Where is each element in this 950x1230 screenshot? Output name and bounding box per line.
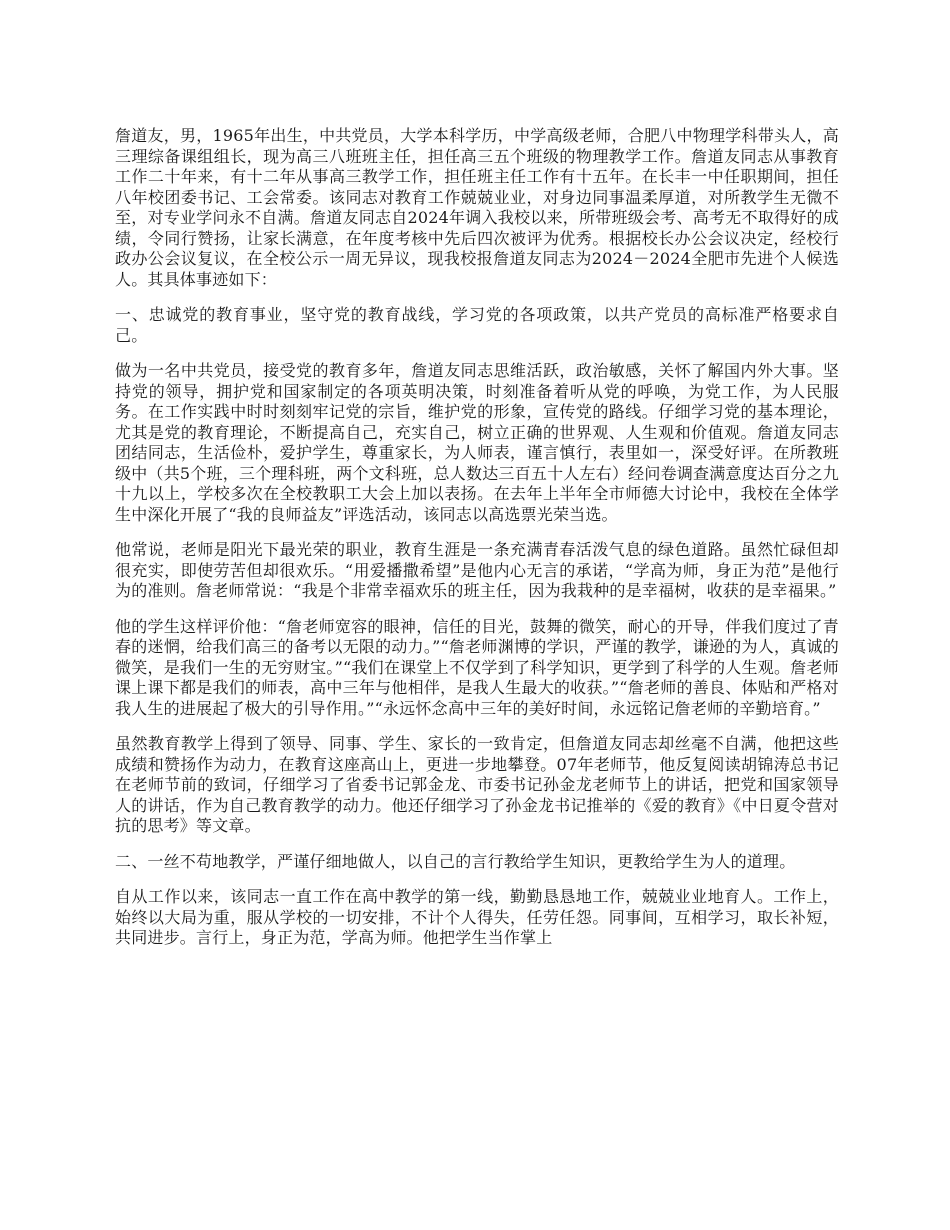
paragraph-student-comments: 他的学生这样评价他：“詹老师宽容的眼神，信任的目光，鼓舞的微笑，耐心的开导，伴我们度过了青春的迷惘，给我们高三的备考以无限的动力。”“詹老师渊博的学识，严谨的教学，谦逊的为人，真诚的微笑，是我们一生的无穷财宝。”“我们在课堂上不仅学到了科学知识，更学到了科学的人生观。詹老师课上课下都是我们的师表，高中三年与他相伴，是我人生最大的收获。”“詹老师的善良、体贴和严格对我人生的进展起了极大的引导作用。”“永远怀念高中三年的美好时间，永远铭记詹老师的辛勤培育。” bbox=[115, 616, 839, 718]
paragraph-intro: 詹道友，男，1965年出生，中共党员，大学本科学历，中学高级老师，合肥八中物理学科带头人，高三理综备课组组长，现为高三八班班主任，担任高三五个班级的物理教学工作。詹道友同志从事教育工作二十年来，有十二年从事高三教学工作，担任班主任工作有十五年。在长丰一中任职期间，担任八年校团委书记、工会常委。该同志对教育工作兢兢业业，对身边同事温柔厚道，对所教学生无微不至，对专业学问永不自满。詹道友同志自2024年调入我校以来，所带班级会考、高考无不取得好的成绩，令同行赞扬，让家长满意，在年度考核中先后四次被评为优秀。根据校长办公会议决定，经校行政办公会议复议，在全校公示一周无异议，现我校报詹道友同志为2024－2024全肥市先进个人候选人。其具体事迹如下： bbox=[115, 126, 839, 289]
paragraph-continued-study: 虽然教育教学上得到了领导、同事、学生、家长的一致肯定，但詹道友同志却丝毫不自满，他把这些成绩和赞扬作为动力，在教育这座高山上，更进一步地攀登。07年老师节，他反复阅读胡锦涛总书记在老师节前的致词，仔细学习了省委书记郭金龙、市委书记孙金龙老师节上的讲话，把党和国家领导人的讲话，作为自己教育教学的动力。他还仔细学习了孙金龙书记推举的《爱的教育》《中日夏令营对抗的思考》等文章。 bbox=[115, 734, 839, 835]
section-heading-1: 一、忠诚党的教育事业，坚守党的教育战线，学习党的各项政策，以共产党员的高标准严格要求自己。 bbox=[115, 305, 839, 345]
section-heading-2: 二、一丝不苟地教学，严谨仔细地做人，以自己的言行教给学生知识，更教给学生为人的道理。 bbox=[115, 851, 796, 871]
paragraph-teaching-work: 自从工作以来，该同志一直工作在高中教学的第一线，勤勤恳恳地工作，兢兢业业地育人。工作上，始终以大局为重，服从学校的一切安排，不计个人得失，任劳任怨。同事间，互相学习，取长补短，共同进步。言行上，身正为范，学高为师。他把学生当作掌上 bbox=[115, 887, 839, 947]
paragraph-party-member: 做为一名中共党员，接受党的教育多年，詹道友同志思维活跃，政治敏感，关怀了解国内外大事。坚持党的领导，拥护党和国家制定的各项英明决策，时刻准备着听从党的呼唤，为党工作，为人民服务。在工作实践中时时刻刻牢记党的宗旨，维护党的形象，宣传党的路线。仔细学习党的基本理论，尤其是党的教育理论，不断提高自己，充实自己，树立正确的世界观、人生观和价值观。詹道友同志团结同志，生活俭朴，爱护学生，尊重家长，为人师表，谨言慎行，表里如一，深受好评。在所教班级中（共5个班，三个理科班，两个文科班，总人数达三百五十人左右）经问卷调查满意度达百分之九十九以上，学校多次在全校教职工大会上加以表扬。在去年上半年全市师德大讨论中，我校在全体学生中深化开展了“我的良师益友”评选活动，该同志以高选票光荣当选。 bbox=[115, 361, 839, 524]
paragraph-teacher-motto: 他常说，老师是阳光下最光荣的职业，教育生涯是一条充满青春活泼气息的绿色道路。虽然忙碌但却很充实，即使劳苦但却很欢乐。“用爱播撒希望”是他内心无言的承诺，“学高为师，身正为范”是他行为的准则。詹老师常说：“我是个非常幸福欢乐的班主任，因为我栽种的是幸福树，收获的是幸福果。” bbox=[115, 540, 839, 600]
document-body bbox=[115, 126, 839, 964]
